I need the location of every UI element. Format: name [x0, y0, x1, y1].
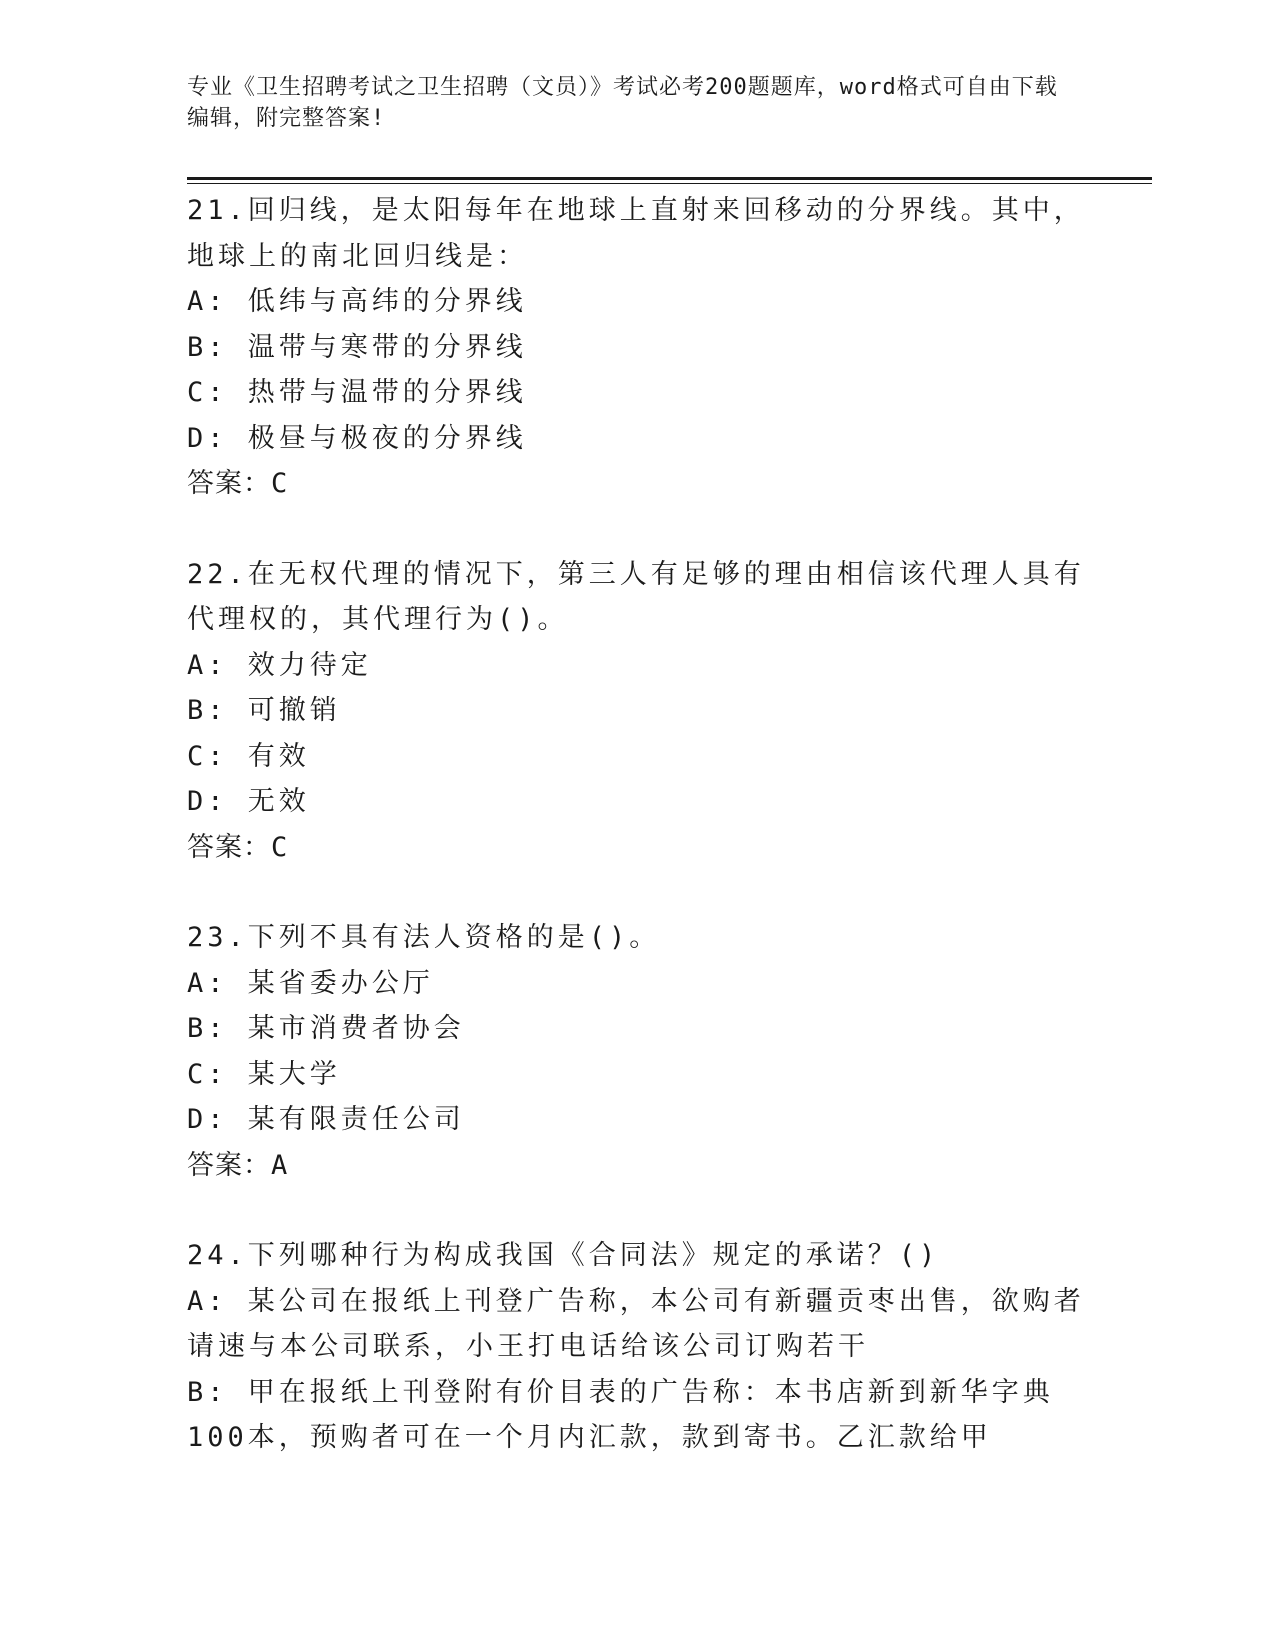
option-a: A: 某省委办公厅	[187, 967, 434, 999]
question-list	[187, 188, 1087, 1506]
option-a: A: 效力待定	[187, 649, 372, 681]
question-21	[187, 188, 1087, 507]
option-a: A: 某公司在报纸上刊登广告称，本公司有新疆贡枣出售，欲购者请速与本公司联系，小王打电话给该公司订购若干	[187, 1285, 1085, 1362]
document-header: 专业《卫生招聘考试之卫生招聘（文员）》考试必考200题题库，word格式可自由下载编辑，附完整答案!	[187, 75, 1058, 131]
option-a: A: 低纬与高纬的分界线	[187, 286, 527, 317]
question-23	[187, 915, 1087, 1188]
option-b: B: 可撤销	[187, 695, 341, 726]
option-d: D: 极昼与极夜的分界线	[187, 422, 527, 454]
option-b: B: 温带与寒带的分界线	[187, 331, 527, 363]
question-stem: 24.下列哪种行为构成我国《合同法》规定的承诺？()	[187, 1240, 940, 1271]
answer-line: 答案：C	[187, 831, 289, 863]
question-stem: 23.下列不具有法人资格的是()。	[187, 922, 661, 953]
option-c: C: 某大学	[187, 1058, 341, 1090]
option-b: B: 甲在报纸上刊登附有价目表的广告称：本书店新到新华字典100本，预购者可在一个月内汇款，款到寄书。乙汇款给甲	[187, 1376, 1054, 1453]
answer-line: 答案：A	[187, 1149, 289, 1181]
question-24	[187, 1233, 1087, 1461]
header-divider-thin	[187, 183, 1152, 184]
option-b: B: 某市消费者协会	[187, 1013, 465, 1044]
option-c: C: 有效	[187, 740, 310, 772]
question-stem: 22.在无权代理的情况下，第三人有足够的理由相信该代理人具有代理权的，其代理行为()。	[187, 558, 1085, 635]
header-divider-thick	[187, 177, 1152, 180]
answer-line: 答案：C	[187, 468, 289, 499]
option-c: C: 热带与温带的分界线	[187, 377, 527, 408]
option-d: D: 无效	[187, 786, 310, 817]
option-d: D: 某有限责任公司	[187, 1104, 465, 1135]
question-stem: 21.回归线，是太阳每年在地球上直射来回移动的分界线。其中，地球上的南北回归线是：	[187, 195, 1085, 272]
question-22	[187, 552, 1087, 871]
